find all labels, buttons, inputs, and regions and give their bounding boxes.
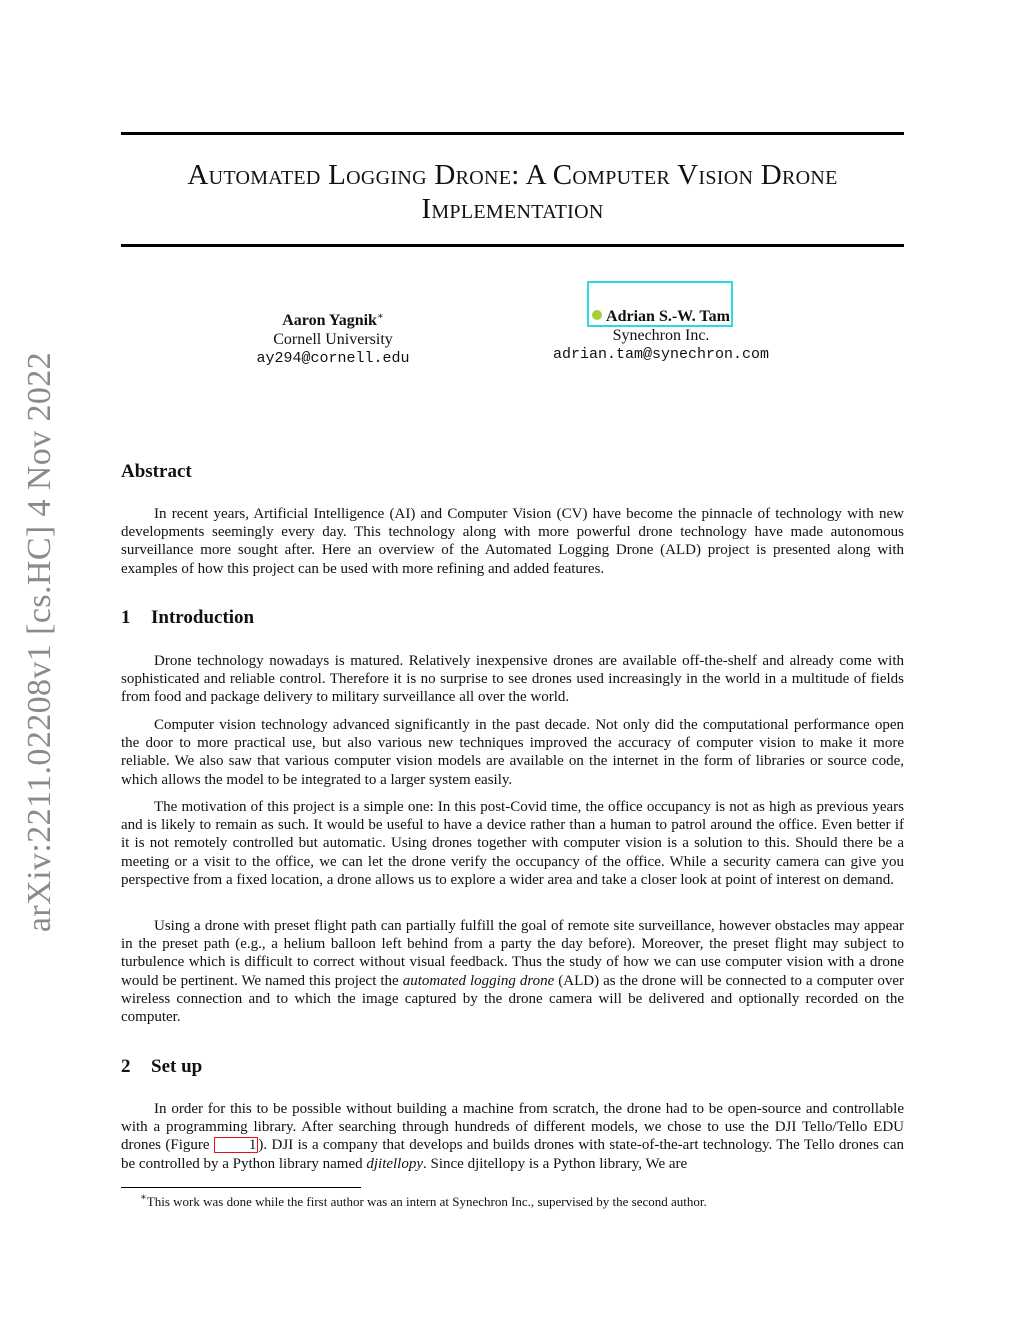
section-1-heading: 1 Introduction: [121, 607, 255, 628]
title-bottom-rule: [121, 244, 904, 247]
author-email-2[interactable]: adrian.tam@synechron.com: [552, 346, 770, 363]
section-1-paragraph-3: The motivation of this project is a simple one: In this post-Covid time, the office occupancy is not as high as previous years and is likely to remain as such. It would be useful to have a device rather than a human to patrol around the office. Even better if it is not remotely controlled but automatic. Using drones together with computer vision is a solution to this. Should there be a meeting or a visit to the office, we can let the drone verify the occupancy of the office. While a security camera can give you perspective from a fixed location, a drone allows us to explore a wider area and take a closer look at point of interest on demand.: [121, 799, 904, 888]
title-line-1: Automated Logging Drone: A Computer Vision Drone: [187, 159, 838, 191]
section-2-heading: 2 Set up: [121, 1056, 203, 1077]
abstract-text: In recent years, Artificial Intelligence (AI) and Computer Vision (CV) have become the pinnacle of technology with new developments seemingly every day. This technology along with more powerful drone technology have made autonomous surveillance more sought after. Here an overview of the Automated Logging Drone (ALD) project is presented along with examples of how this project can be used with more refining and added features.: [121, 506, 904, 577]
section-2-paragraph-1: In order for this to be possible without building a machine from scratch, the drone had to be open-source and controllable with a programming library. After searching through hundreds of different models, we chose to use the DJI Tello/Tello EDU drones (Figure 1 ). DJI is a company that develops and builds drones with state-of-the-art technology. The Tello drones can be controlled by a Python library named djitellopy. Since djitellopy is a Python library, We are: [121, 1101, 904, 1172]
author-block-2: [545, 307, 777, 364]
section-1-paragraph-1: Drone technology nowadays is matured. Relatively inexpensive drones are available off-the-shelf and already come with sophisticated and reliable control. Therefore it is no surprise to see drones used increasingly in the world in a multitude of fields from food and package delivery to military surveillance all over the world.: [121, 653, 904, 706]
author-email-1[interactable]: ay294@cornell.edu: [256, 350, 410, 367]
section-1-paragraph-2: Computer vision technology advanced significantly in the past decade. Not only did the computational performance open the door to more practical use, but also various new techniques improved the accuracy of computer vision to make it more reliable. We also saw that various computer vision models are available on the internet in the form of libraries or source code, which allows the model to be integrated to a larger system easily.: [121, 717, 904, 788]
title-line-2: Implementation: [421, 193, 604, 225]
author-name-2[interactable]: Adrian S.-W. Tam: [545, 307, 777, 326]
footnote: ∗This work was done while the first author was an intern at Synechron Inc., supervised by the second author.: [140, 1192, 707, 1209]
author-footnote-marker[interactable]: ∗: [376, 311, 384, 322]
author-block-1: [238, 307, 428, 368]
author-name-1: Aaron Yagnik∗: [282, 311, 384, 329]
section-1-paragraph-4: Using a drone with preset flight path can partially fulfill the goal of remote site surveillance, however obstacles may appear in the preset path (e.g., a helium balloon left behind from a party the day before). Moreover, the preset flight may subject to turbulence which is difficult to correct without visual feedback. Thus the study of how we can use computer vision with a drone would be pertinent. We named this project the automated logging drone (ALD) as the drone will be connected to a computer over wireless connection and to which the image captured by the drone camera will be delivered and optionally recorded on the computer.: [121, 918, 904, 1026]
author-affiliation-2: Synechron Inc.: [612, 327, 710, 344]
author-affiliation-1: Cornell University: [273, 331, 393, 348]
figure-reference-link[interactable]: 1: [214, 1137, 259, 1153]
footnote-rule: [121, 1187, 361, 1188]
orcid-icon[interactable]: [592, 310, 602, 320]
arxiv-side-stamp: arXiv:2211.02208v1 [cs.HC] 4 Nov 2022: [21, 351, 58, 933]
abstract-heading: Abstract: [121, 461, 192, 482]
paper-title: [121, 158, 904, 226]
title-top-rule: [121, 132, 904, 135]
